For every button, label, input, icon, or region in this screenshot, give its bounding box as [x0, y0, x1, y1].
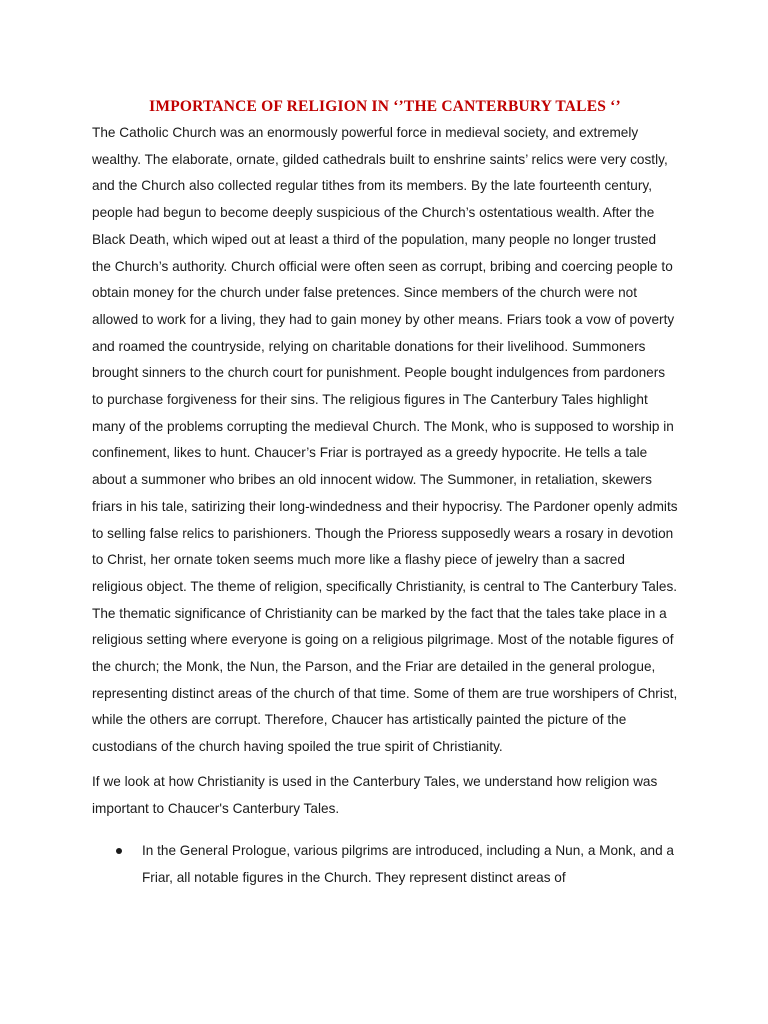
body-paragraph-2: If we look at how Christianity is used in the Canterbury Tales, we understand how religion was important to Chaucer's Canterbury Tales. — [92, 773, 658, 816]
body-paragraph-1: The Catholic Church was an enormously powerful force in medieval society, and extremely wealthy. The elaborate, ornate, gilded cathedrals built to enshrine saints’ relics were very costly, and the Church also collected regular tithes from its members. By the late fourteenth century, people had begun to become deeply suspicious of the Church’s ostentatious wealth. After the Black Death, which wiped out at least a third of the population, many people no longer trusted the Church’s authority. Church official were often seen as corrupt, bribing and coercing people to obtain money for the church under false pretences. Since members of the church were not allowed to work for a living, they had to gain money by other means. Friars took a vow of poverty and roamed the countryside, relying on charitable donations for their livelihood. Summoners brought sinners to the church court for punishment. People bought indulgences from pardoners to purchase forgiveness for their sins. The religious figures in The Canterbury Tales highlight many of the problems corrupting the medieval Church. The Monk, who is supposed to worship in confinement, likes to hunt. Chaucer’s Friar is portrayed as a greedy hypocrite. He tells a tale about a summoner who bribes an old innocent widow. The Summoner, in retaliation, skewers friars in his tale, satirizing their long-windedness and their hypocrisy. The Pardoner openly admits to selling false relics to parishioners. Though the Prioress supposedly wears a rosary in devotion to Christ, her ornate token seems much more like a flashy piece of jewelry than a sacred religious object. The theme of religion, specifically Christianity, is central to The Canterbury Tales. The thematic significance of Christianity can be marked by the fact that the tales take place in a religious setting where everyone is going on a religious pilgrimage. Most of the notable figures of the church; the Monk, the Nun, the Parson, and the Friar are detailed in the general prologue, representing distinct areas of the church of that time. Some of them are true worshipers of Christ, while the others are corrupt. Therefore, Chaucer has artistically painted the picture of the custodians of the church having spoiled the true spirit of Christianity. — [92, 125, 678, 755]
bullet-icon — [116, 848, 122, 854]
document-page — [92, 96, 678, 892]
bullet-list — [92, 838, 678, 891]
bullet-item — [92, 838, 678, 891]
document-title: IMPORTANCE OF RELIGION IN ‘’THE CANTERBURY TALES ‘’ — [149, 98, 621, 115]
bullet-text: In the General Prologue, various pilgrims are introduced, including a Nun, a Monk, and a Friar, all notable figures in the Church. They represent distinct areas of — [142, 843, 674, 885]
